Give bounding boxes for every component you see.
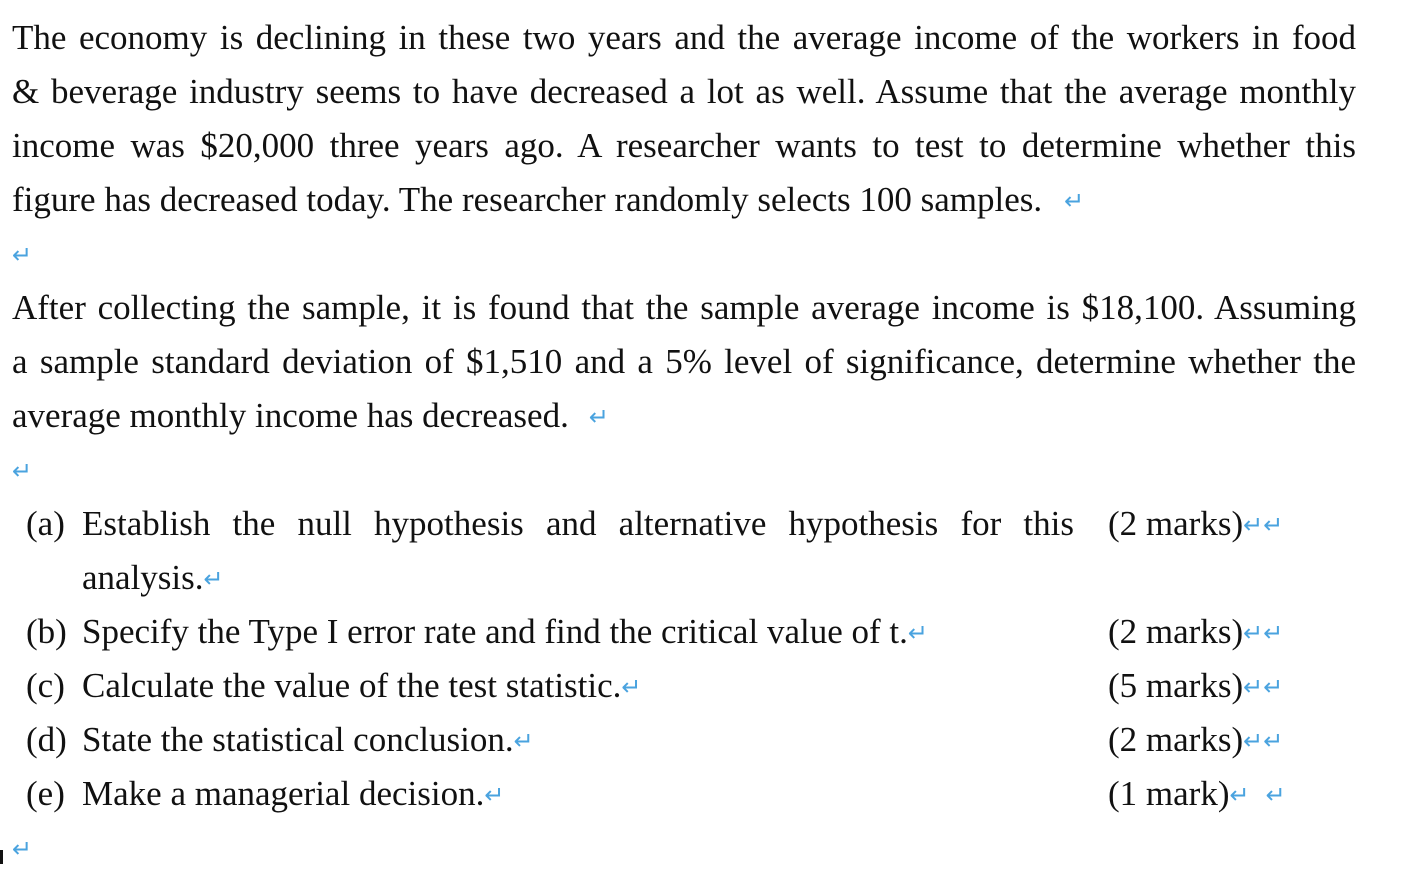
row-mark-icon: ↵ bbox=[1265, 781, 1286, 809]
cell-mark-icon: ↵ bbox=[621, 673, 642, 701]
paragraph-2-line-3-text: average monthly income has decreased. bbox=[12, 396, 569, 435]
final-empty-paragraph bbox=[12, 828, 1356, 869]
cell-mark-icon: ↵ bbox=[513, 727, 534, 755]
question-e-letter: (e) bbox=[26, 774, 65, 813]
cell-mark-icon: ↵ bbox=[1243, 727, 1264, 755]
cell-mark-icon: ↵ bbox=[1243, 673, 1264, 701]
question-c-text-wrap bbox=[82, 666, 642, 707]
paragraph-1-line-1: The economy is declining in these two years and the average income of the workers in food bbox=[12, 18, 1356, 57]
paragraph-2-line-3 bbox=[12, 396, 1356, 437]
paragraph-1-line-4-text: figure has decreased today. The researcher randomly selects 100 samples. bbox=[12, 180, 1043, 219]
paragraph-mark-icon: ↵ bbox=[588, 403, 609, 431]
cell-mark-icon: ↵ bbox=[1229, 781, 1250, 809]
cell-mark-icon: ↵ bbox=[907, 619, 928, 647]
question-c-text: Calculate the value of the test statistic. bbox=[82, 666, 622, 705]
question-d-marks bbox=[1108, 720, 1283, 761]
paragraph-1-line-2: & beverage industry seems to have decreased a lot as well. Assume that the average monthly bbox=[12, 72, 1356, 111]
question-b-marks-text: (2 marks) bbox=[1108, 612, 1244, 651]
question-c-letter: (c) bbox=[26, 666, 65, 705]
row-mark-icon: ↵ bbox=[1263, 673, 1284, 701]
question-b-letter: (b) bbox=[26, 612, 67, 651]
question-d-marks-text: (2 marks) bbox=[1108, 720, 1244, 759]
question-a-text: Establish the null hypothesis and alternative hypothesis for this bbox=[82, 504, 1074, 543]
paragraph-1-line-3: income was $20,000 three years ago. A researcher wants to test to determine whether this bbox=[12, 126, 1356, 165]
question-a-text-cont: analysis. bbox=[82, 558, 204, 597]
question-d-text-wrap bbox=[82, 720, 534, 761]
cell-mark-icon: ↵ bbox=[203, 565, 224, 593]
question-a-text-continued bbox=[82, 558, 224, 599]
paragraph-1-line-4 bbox=[12, 180, 1356, 221]
question-e-text: Make a managerial decision. bbox=[82, 774, 485, 813]
question-e-marks-text: (1 mark) bbox=[1108, 774, 1230, 813]
paragraph-2-line-1: After collecting the sample, it is found that the sample average income is $18,100. Assuming bbox=[12, 288, 1356, 327]
question-c-marks bbox=[1108, 666, 1283, 707]
question-b-text-wrap bbox=[82, 612, 928, 653]
question-e-marks bbox=[1108, 774, 1286, 815]
cell-mark-icon: ↵ bbox=[484, 781, 505, 809]
paragraph-mark-icon: ↵ bbox=[12, 241, 33, 269]
question-c-marks-text: (5 marks) bbox=[1108, 666, 1244, 705]
question-a-marks-text: (2 marks) bbox=[1108, 504, 1244, 543]
question-a-marks bbox=[1108, 504, 1283, 545]
paragraph-mark-icon: ↵ bbox=[12, 835, 33, 863]
row-mark-icon: ↵ bbox=[1263, 511, 1284, 539]
question-e-text-wrap bbox=[82, 774, 504, 815]
question-a-letter: (a) bbox=[26, 504, 65, 543]
empty-paragraph bbox=[12, 234, 1356, 275]
cell-mark-icon: ↵ bbox=[1243, 511, 1264, 539]
text-cursor-marker bbox=[0, 850, 3, 864]
paragraph-2-line-2: a sample standard deviation of $1,510 and a 5% level of significance, determine whether the bbox=[12, 342, 1356, 381]
cell-mark-icon: ↵ bbox=[1243, 619, 1264, 647]
empty-paragraph bbox=[12, 450, 1356, 491]
paragraph-mark-icon: ↵ bbox=[12, 457, 33, 485]
question-d-text: State the statistical conclusion. bbox=[82, 720, 514, 759]
paragraph-mark-icon: ↵ bbox=[1064, 187, 1085, 215]
row-mark-icon: ↵ bbox=[1263, 619, 1284, 647]
question-b-marks bbox=[1108, 612, 1283, 653]
question-b-text: Specify the Type I error rate and find the critical value of t. bbox=[82, 612, 908, 651]
question-d-letter: (d) bbox=[26, 720, 67, 759]
row-mark-icon: ↵ bbox=[1263, 727, 1284, 755]
